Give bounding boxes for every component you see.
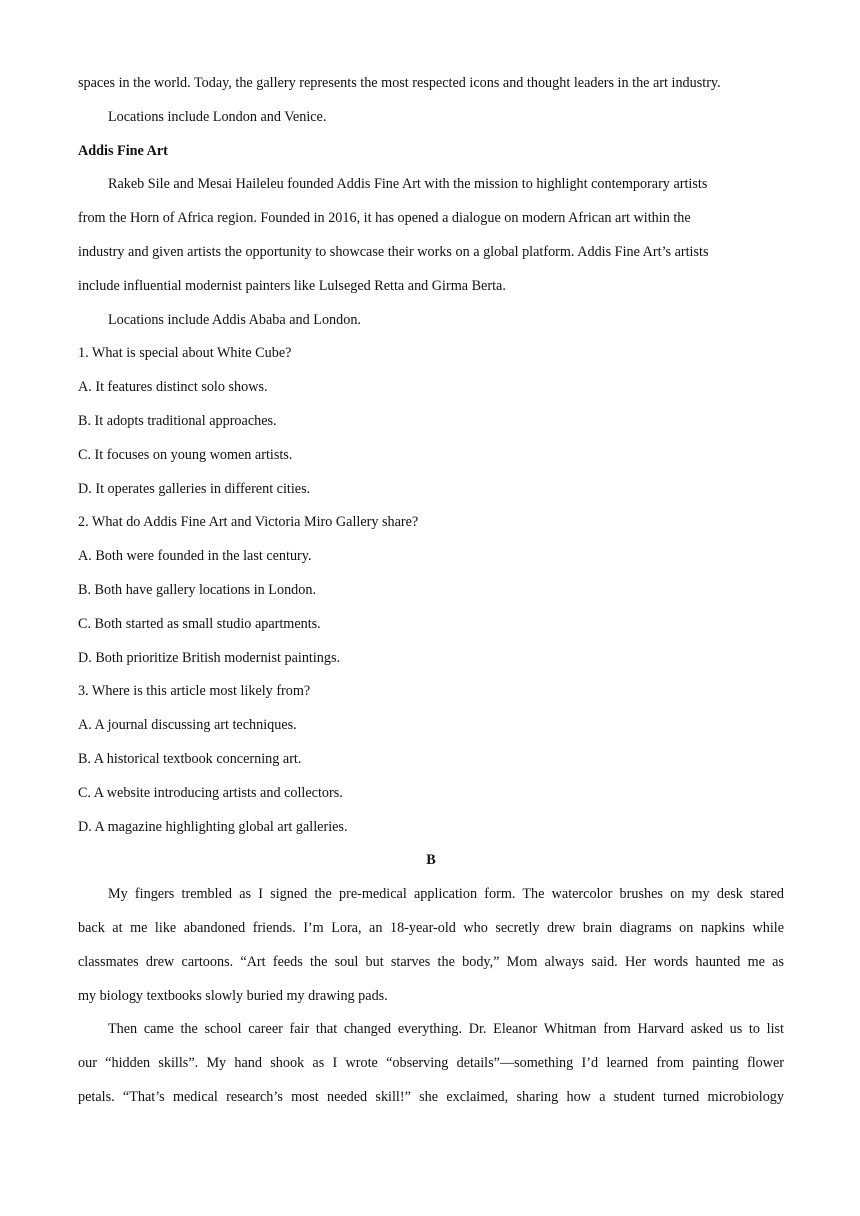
paragraph-line: spaces in the world. Today, the gallery represents the most respected icons and thought leaders in the art industry.: [78, 75, 721, 91]
question-3-option-a: A. A journal discussing art techniques.: [78, 717, 297, 734]
question-1-option-d: D. It operates galleries in different cities.: [78, 480, 311, 497]
paragraph-line: classmates drew cartoons. “Art feeds the soul but starves the body,” Mom always said. Her words haunted me as: [78, 953, 784, 970]
question-2-option-b: B. Both have gallery locations in London.: [78, 581, 316, 598]
question-2-option-a: A. Both were founded in the last century.: [78, 548, 312, 565]
paragraph-line: Then came the school career fair that changed everything. Dr. Eleanor Whitman from Harvard asked us to list: [108, 1021, 784, 1038]
question-2-option-d: D. Both prioritize British modernist paintings.: [78, 649, 341, 666]
paragraph-line: petals. “That’s medical research’s most needed skill!” she exclaimed, sharing how a student turned microbiology: [78, 1088, 784, 1105]
paragraph-line: from the Horn of Africa region. Founded in 2016, it has opened a dialogue on modern African art within the: [78, 210, 691, 227]
paragraph-line: Locations include London and Venice.: [108, 108, 327, 125]
paragraph-line: my biology textbooks slowly buried my drawing pads.: [78, 987, 388, 1004]
paragraph-line: My fingers trembled as I signed the pre-medical application form. The watercolor brushes on my desk stared: [108, 886, 784, 903]
paragraph-line: back at me like abandoned friends. I’m Lora, an 18-year-old who secretly drew brain diagrams on napkins while: [78, 919, 784, 936]
question-1: 1. What is special about White Cube?: [78, 345, 292, 362]
question-1-option-c: C. It focuses on young women artists.: [78, 446, 293, 463]
question-3-option-c: C. A website introducing artists and collectors.: [78, 784, 343, 801]
question-3-option-d: D. A magazine highlighting global art galleries.: [78, 818, 348, 835]
paragraph-line: Locations include Addis Ababa and London.: [108, 311, 361, 328]
question-3-option-b: B. A historical textbook concerning art.: [78, 750, 302, 767]
question-1-option-a: A. It features distinct solo shows.: [78, 379, 268, 396]
paragraph-line: industry and given artists the opportunity to showcase their works on a global platform. Addis Fine Art’s artists: [78, 243, 709, 260]
document-page: [78, 72, 784, 1120]
question-1-option-b: B. It adopts traditional approaches.: [78, 412, 277, 429]
question-2-option-c: C. Both started as small studio apartments.: [78, 615, 321, 632]
paragraph-line: our “hidden skills”. My hand shook as I wrote “observing details”—something I’d learned from painting flower: [78, 1055, 784, 1072]
section-heading-addis-fine-art: Addis Fine Art: [78, 142, 168, 159]
question-2: 2. What do Addis Fine Art and Victoria Miro Gallery share?: [78, 514, 419, 531]
section-heading-b: B: [426, 852, 436, 869]
question-3: 3. Where is this article most likely from?: [78, 683, 311, 700]
paragraph-line: include influential modernist painters like Lulseged Retta and Girma Berta.: [78, 277, 506, 294]
paragraph-line: Rakeb Sile and Mesai Haileleu founded Addis Fine Art with the mission to highlight contemporary artists: [108, 176, 708, 193]
